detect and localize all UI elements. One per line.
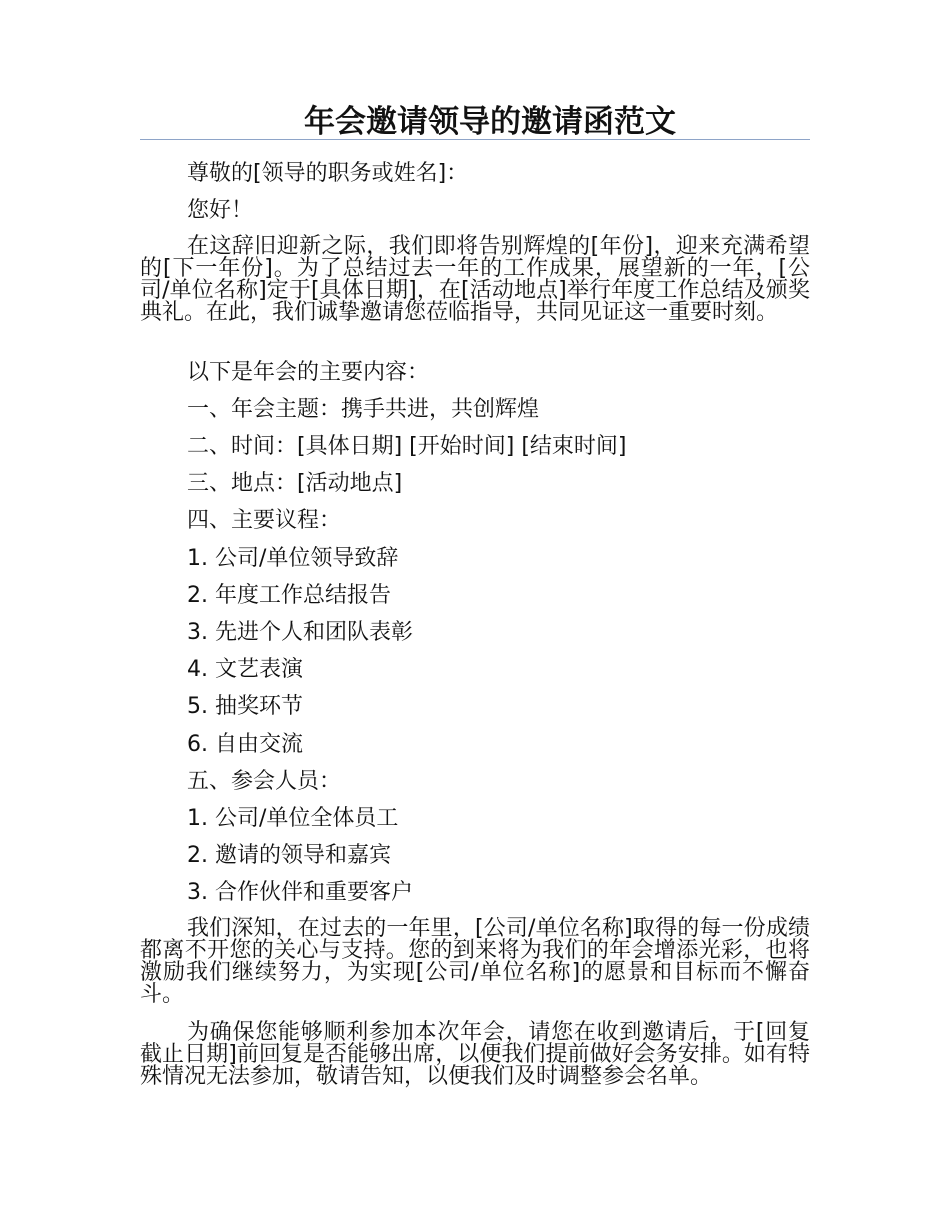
- salutation: 尊敬的[领导的职务或姓名]：: [187, 161, 469, 186]
- agenda-item: 2. 年度工作总结报告: [187, 583, 391, 608]
- attendees-heading: 五、参会人员：: [187, 769, 342, 794]
- document-title: 年会邀请领导的邀请函范文: [304, 104, 676, 140]
- agenda-item: 4. 文艺表演: [187, 657, 303, 682]
- intro-paragraph: 在这辞旧迎新之际，我们即将告别辉煌的[年份]，迎来充满希望的[下一年份]。为了总结过去一年的工作成果，展望新的一年，[公司/单位名称]定于[具体日期]，在[活动地点]举行年度工作总结及颁奖典礼。在此，我们诚挚邀请您莅临指导，共同见证这一重要时刻。: [140, 234, 810, 325]
- attendee-item: 1. 公司/单位全体员工: [187, 806, 399, 831]
- agenda-item: 5. 抽奖环节: [187, 694, 303, 719]
- theme-line: 一、年会主题：携手共进，共创辉煌: [187, 397, 540, 422]
- agenda-item: 6. 自由交流: [187, 732, 303, 757]
- closing-paragraph-1: 我们深知，在过去的一年里，[公司/单位名称]取得的每一份成绩都离不开您的关心与支持。您的到来将为我们的年会增添光彩，也将激励我们继续努力，为实现[公司/单位名称]的愿景和目标而不懈奋斗。: [140, 916, 810, 1007]
- agenda-item: 3. 先进个人和团队表彰: [187, 620, 413, 645]
- content-intro: 以下是年会的主要内容：: [187, 360, 430, 385]
- agenda-item: 1. 公司/单位领导致辞: [187, 546, 399, 571]
- greeting: 您好！: [187, 198, 254, 223]
- title-underline: [140, 139, 810, 140]
- attendee-item: 2. 邀请的领导和嘉宾: [187, 843, 391, 868]
- agenda-heading: 四、主要议程：: [187, 508, 342, 533]
- closing-paragraph-2: 为确保您能够顺利参加本次年会，请您在收到邀请后，于[回复截止日期]前回复是否能够出席，以便我们提前做好会务安排。如有特殊情况无法参加，敬请告知，以便我们及时调整参会名单。: [140, 1020, 810, 1089]
- venue-line: 三、地点：[活动地点]: [187, 471, 403, 496]
- attendee-item: 3. 合作伙伴和重要客户: [187, 880, 413, 905]
- time-line: 二、时间：[具体日期] [开始时间] [结束时间]: [187, 434, 627, 459]
